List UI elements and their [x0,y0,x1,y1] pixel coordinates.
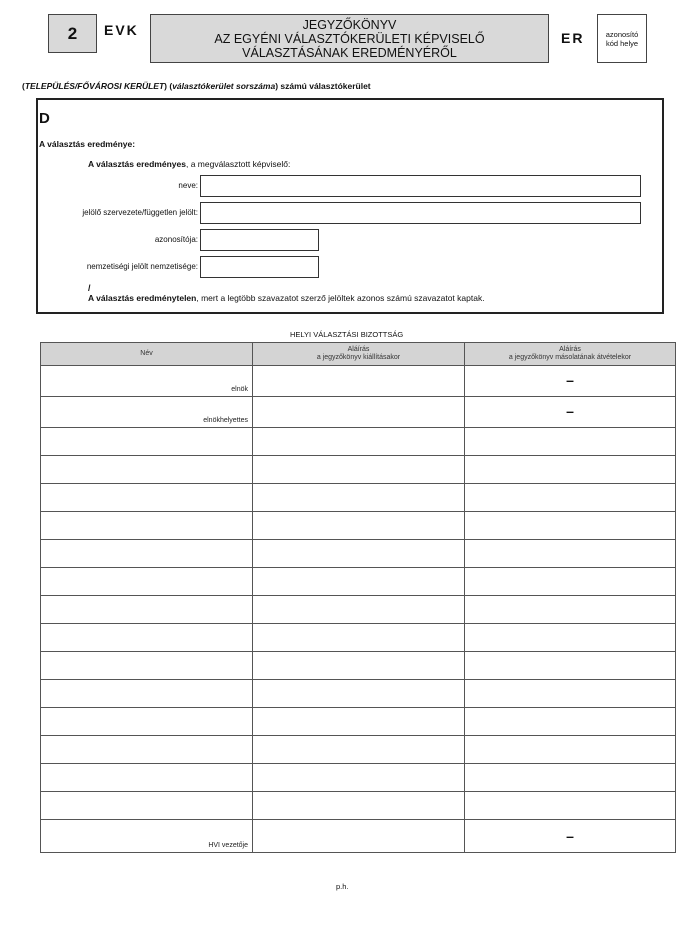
table-row-hvi-head [41,820,676,853]
signature-cell[interactable] [465,456,676,484]
signature-cell[interactable] [465,792,676,820]
dash-mark: – [566,372,574,388]
form-code-left: EVK [104,22,139,38]
table-row [41,708,676,736]
signature-cell[interactable] [465,540,676,568]
signature-cell[interactable] [465,652,676,680]
alternative-slash: / [88,283,91,293]
signature-cell[interactable] [253,484,465,512]
row-label-vice-chair: elnökhelyettes [203,417,248,424]
signature-cell[interactable] [253,736,465,764]
name-cell[interactable] [41,428,253,456]
name-cell[interactable] [41,540,253,568]
result-successful-text: A választás eredményes, a megválasztott képviselő: [88,159,291,169]
elected-name-field[interactable] [200,175,641,197]
name-cell[interactable] [41,366,253,397]
signature-cell[interactable] [465,708,676,736]
signature-cell[interactable] [253,764,465,792]
signature-cell[interactable] [253,652,465,680]
name-cell[interactable] [41,708,253,736]
table-row [41,428,676,456]
table-row [41,680,676,708]
signature-cell[interactable] [465,736,676,764]
identifier-label: azonosítója: [154,235,198,244]
district-subtitle: (TELEPÜLÉS/FŐVÁROSI KERÜLET) (választókerület sorszáma) számú választókerület [22,81,371,91]
settlement-placeholder: TELEPÜLÉS/FŐVÁROSI KERÜLET [24,81,165,91]
table-row [41,596,676,624]
name-cell[interactable] [41,397,253,428]
nationality-label: nemzetiségi jelölt nemzetisége: [86,262,198,271]
committee-title: HELYI VÁLASZTÁSI BIZOTTSÁG [290,330,404,339]
name-label: neve: [178,181,198,190]
signature-cell[interactable] [253,680,465,708]
signature-cell[interactable] [465,624,676,652]
identifier-field[interactable] [200,229,319,251]
signature-cell [465,366,676,397]
table-row [41,764,676,792]
signature-cell[interactable] [253,792,465,820]
name-cell[interactable] [41,820,253,853]
signature-cell[interactable] [465,764,676,792]
form-number-box [48,14,97,53]
nationality-field[interactable] [200,256,319,278]
column-header-name: Név [41,343,253,366]
signature-cell[interactable] [465,596,676,624]
table-row [41,484,676,512]
name-cell[interactable] [41,484,253,512]
signature-cell[interactable] [253,708,465,736]
signature-cell[interactable] [253,512,465,540]
form-title-box [150,14,549,63]
signature-cell[interactable] [253,366,465,397]
table-row [41,512,676,540]
table-row [41,652,676,680]
result-heading: A választás eredménye: [39,139,136,149]
form-title-line-3: VÁLASZTÁSÁNAK EREDMÉNYÉRŐL [242,45,457,60]
name-cell[interactable] [41,680,253,708]
name-cell[interactable] [41,456,253,484]
signature-cell[interactable] [465,568,676,596]
id-code-label-1: azonosító [605,29,639,39]
table-row-chair [41,366,676,397]
committee-signature-table [40,342,676,853]
signature-cell[interactable] [253,456,465,484]
signature-cell[interactable] [253,596,465,624]
signature-cell[interactable] [465,484,676,512]
name-cell[interactable] [41,512,253,540]
nominator-field[interactable] [200,202,641,224]
signature-cell[interactable] [253,568,465,596]
name-cell[interactable] [41,568,253,596]
district-number-placeholder: választókerület sorszáma [172,81,276,91]
signature-cell[interactable] [253,540,465,568]
result-unsuccessful-text: A választás eredménytelen, mert a legtöbb szavazatot szerző jelöltek azonos számú szavazatot kaptak. [88,293,485,303]
table-row [41,624,676,652]
signature-cell[interactable] [253,820,465,853]
id-code-box [597,14,647,63]
table-row-vice-chair [41,397,676,428]
form-number: 2 [67,23,78,43]
signature-cell[interactable] [465,428,676,456]
name-cell[interactable] [41,652,253,680]
form-title-line-2: AZ EGYÉNI VÁLASZTÓKERÜLETI KÉPVISELŐ [214,31,485,46]
signature-cell[interactable] [465,680,676,708]
name-cell[interactable] [41,624,253,652]
signature-cell[interactable] [253,428,465,456]
name-cell[interactable] [41,736,253,764]
name-cell[interactable] [41,596,253,624]
table-row [41,540,676,568]
nominator-label: jelölő szervezete/független jelölt: [82,208,198,217]
table-row [41,736,676,764]
dash-mark: – [566,828,574,844]
column-header-signature-issue: Aláírás a jegyzőkönyv kiállításakor [253,343,465,366]
signature-cell[interactable] [253,624,465,652]
form-code-right: ER [561,30,585,46]
id-code-label-2: kód helye [605,38,639,48]
table-row [41,792,676,820]
table-row [41,456,676,484]
signature-cell[interactable] [253,397,465,428]
signature-cell [465,820,676,853]
row-label-chair: elnök [231,386,248,393]
dash-mark: – [566,403,574,419]
name-cell[interactable] [41,764,253,792]
table-row [41,568,676,596]
name-cell[interactable] [41,792,253,820]
section-letter: D [39,110,50,127]
form-title-line-1: JEGYZŐKÖNYV [302,17,397,32]
stamp-placeholder: p.h. [336,882,349,891]
column-header-signature-copy: Aláírás a jegyzőkönyv másolatának átvételekor [465,343,676,366]
signature-cell[interactable] [465,512,676,540]
signature-cell [465,397,676,428]
row-label-hvi-head: HVI vezetője [208,842,248,849]
